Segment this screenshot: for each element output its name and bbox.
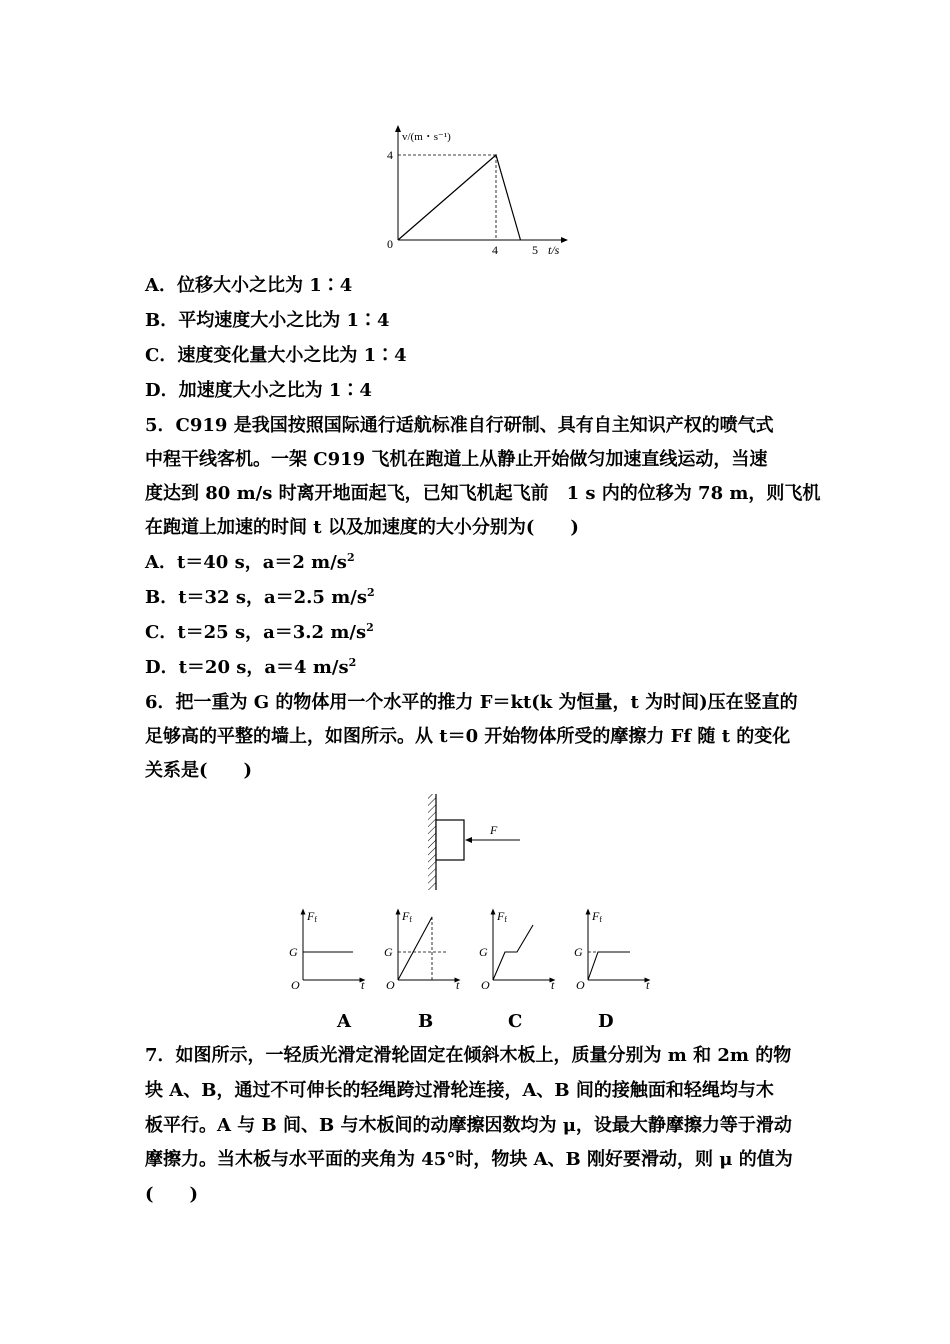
q5-option-d-text: D．t＝20 s，a＝4 m/s [145,657,349,678]
q5-option-a [145,550,355,576]
q7-stem-line-4: 摩擦力。当木板与水平面的夹角为 45°时，物块 A、B 刚好要滑动，则 μ 的值为 [145,1149,793,1170]
graph-a-y-label: Ff [307,909,318,924]
q6-choice-b: B [418,1011,434,1032]
q5-option-d-sup: 2 [348,656,357,669]
q4-option-c: C．速度变化量大小之比为 1∶4 [145,345,407,366]
vt-y-axis-label: v/(m・s⁻¹) [402,131,451,143]
q5-option-b-text: B．t＝32 s，a＝2.5 m/s [145,587,367,608]
ff-graph-c [479,909,555,992]
ff-graph-b [384,909,460,992]
vt-origin: 0 [387,237,393,251]
q6-stem-line-1: 6．把一重为 G 的物体用一个水平的推力 F＝kt(k 为恒量，t 为时间)压在竖直的 [145,692,798,713]
q5-option-d [145,655,356,681]
ff-graph-d [574,909,650,992]
graph-a-t-label: t [361,978,365,992]
q7-stem-line-3: 板平行。A 与 B 间、B 与木板间的动摩擦因数均为 μ，设最大静摩擦力等于滑动 [145,1115,792,1136]
ff-graphs [285,905,675,1000]
graph-d-y-label: Ff [592,909,603,924]
graph-b-origin: O [386,978,395,992]
q5-stem-line-4: 在跑道上加速的时间 t 以及加速度的大小分别为( ) [145,517,579,538]
graph-c-origin: O [481,978,490,992]
vt-series-line [398,155,521,240]
graph-a-g-label: G [289,945,298,959]
graph-c-t-label: t [551,978,555,992]
q5-option-a-sup: 2 [346,551,355,564]
graph-d-t-label: t [646,978,650,992]
q7-stem-line-5: ( ) [145,1184,199,1205]
q7-stem-line-1: 7．如图所示，一轻质光滑定滑轮固定在倾斜木板上，质量分别为 m 和 2m 的物 [145,1045,792,1066]
q4-option-a: A．位移大小之比为 1∶4 [145,275,353,296]
wall-block-figure [420,792,530,892]
q5-stem-line-3: 度达到 80 m/s 时离开地面起飞，已知飞机起飞前 1 s 内的位移为 78 m，则飞机 [145,483,821,504]
vt-graph [370,120,580,260]
q5-option-b [145,585,375,611]
q5-option-c-sup: 2 [366,621,374,634]
graph-c-curve [493,925,533,980]
graph-b-curve [398,917,432,980]
q5-stem-line-2: 中程干线客机。一架 C919 飞机在跑道上从静止开始做匀加速直线运动，当速 [145,449,768,470]
graph-a-origin: O [291,978,300,992]
graph-c-y-label: Ff [497,909,508,924]
q5-option-b-sup: 2 [366,586,375,599]
vt-y-tick-4: 4 [387,148,393,162]
force-label: F [490,823,498,837]
graph-d-g-label: G [574,945,583,959]
vt-x-axis-label: t/s [548,243,560,257]
q4-option-b: B．平均速度大小之比为 1∶4 [145,310,390,331]
q4-option-d: D．加速度大小之比为 1∶4 [145,380,372,401]
q6-choice-c: C [508,1011,523,1032]
q6-stem-line-3: 关系是( ) [145,760,253,781]
graph-b-y-label: Ff [402,909,413,924]
q7-stem-line-2: 块 A、B，通过不可伸长的轻绳跨过滑轮连接，A、B 间的接触面和轻绳均与木 [145,1080,774,1101]
wall-hatch [428,794,436,890]
q6-choice-a: A [337,1011,351,1032]
graph-c-g-label: G [479,945,488,959]
vt-x-tick-4: 4 [492,243,498,257]
vt-x-tick-5: 5 [532,243,538,257]
q5-option-c [145,620,374,646]
q6-choice-d: D [598,1011,614,1032]
graph-b-t-label: t [456,978,460,992]
graph-d-origin: O [576,978,585,992]
q5-option-a-text: A．t＝40 s，a＝2 m/s [145,552,347,573]
q6-stem-line-2: 足够高的平整的墙上，如图所示。从 t＝0 开始物体所受的摩擦力 Ff 随 t 的变化 [145,726,791,747]
block [436,820,464,860]
graph-d-curve [588,952,630,980]
ff-graph-a [289,909,365,992]
q5-stem-line-1: 5．C919 是我国按照国际通行适航标准自行研制、具有自主知识产权的喷气式 [145,415,774,436]
q5-option-c-text: C．t＝25 s，a＝3.2 m/s [145,622,367,643]
graph-b-g-label: G [384,945,393,959]
